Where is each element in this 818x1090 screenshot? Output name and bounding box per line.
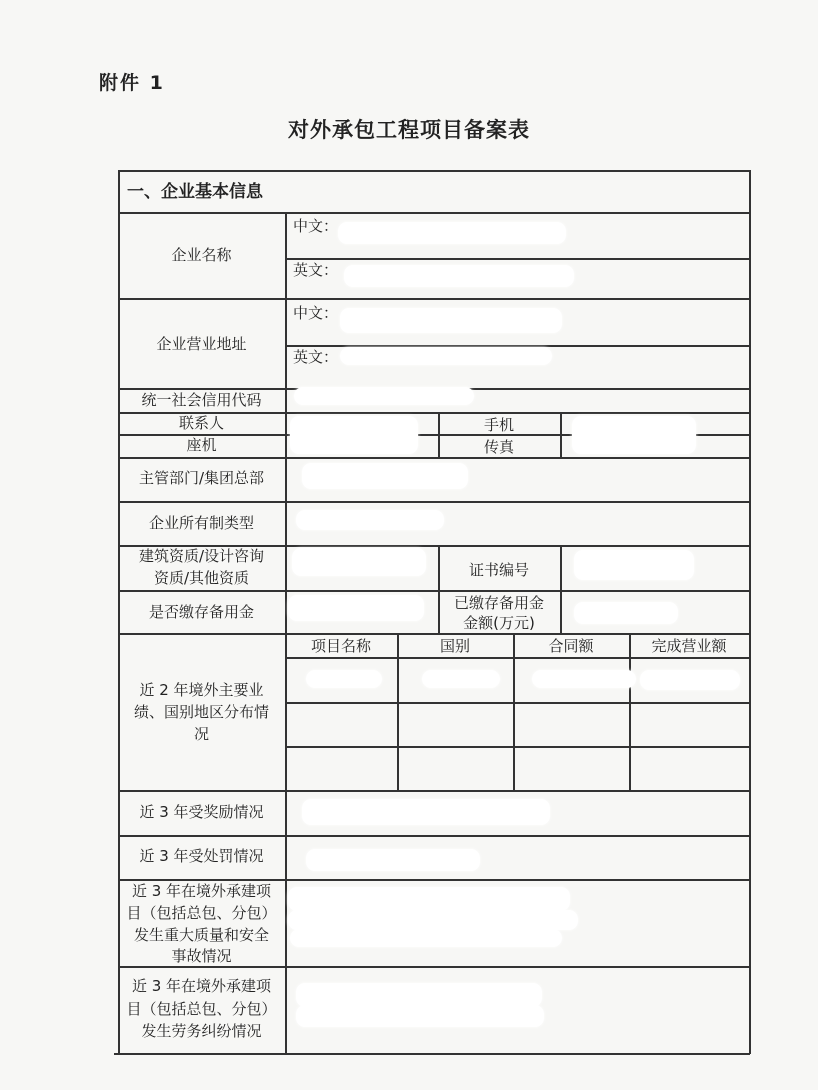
projects-col-name: 项目名称 (310, 637, 371, 655)
labor-label-line2: 目（包括总包、分包） (126, 1000, 277, 1018)
row-line (118, 501, 750, 503)
row-line (118, 633, 750, 635)
row-line (118, 835, 750, 837)
qualification-label-line2: 资质/其他资质 (153, 569, 250, 587)
performance-label-line2: 绩、国别地区分布情 (133, 703, 269, 721)
projects-col-country: 国别 (439, 637, 470, 655)
address-cn-label: 中文： (293, 304, 339, 322)
awards-label: 近 3 年受奖励情况 (139, 803, 264, 821)
ownership-field[interactable] (296, 510, 444, 530)
project-name-cell[interactable] (306, 670, 382, 688)
contact-landline-field[interactable] (290, 416, 418, 454)
reserve-paid-field[interactable] (288, 595, 424, 621)
address-en-field[interactable] (340, 347, 552, 365)
qualification-field[interactable] (292, 548, 426, 576)
address-en-label: 英文： (293, 348, 339, 366)
labor-field-line2[interactable] (296, 1005, 544, 1027)
company-name-cn-field[interactable] (338, 222, 566, 244)
mobile-fax-field[interactable] (572, 416, 696, 454)
company-name-en-label: 英文： (293, 261, 339, 279)
row-line (118, 590, 750, 592)
name-sub-line (285, 258, 750, 260)
certificate-no-label: 证书编号 (468, 561, 529, 579)
penalties-field[interactable] (306, 849, 480, 871)
penalties-label: 近 3 年受处罚情况 (139, 847, 264, 865)
page-title: 对外承包工程项目备案表 (288, 118, 530, 142)
accidents-label-line1: 近 3 年在境外承建项 (131, 882, 272, 900)
address-label: 企业营业地址 (156, 335, 247, 353)
projects-col-contract: 合同额 (548, 637, 594, 655)
accidents-label-line4: 事故情况 (171, 947, 232, 965)
projects-header-line (285, 657, 750, 659)
awards-field[interactable] (302, 799, 550, 825)
performance-label-line1: 近 2 年境外主要业 (139, 681, 264, 699)
table-border-top (118, 170, 750, 172)
projects-col-revenue: 完成营业额 (651, 637, 727, 655)
projects-row-line (285, 702, 750, 704)
credit-code-label: 统一社会信用代码 (141, 391, 262, 409)
contact-label: 联系人 (178, 414, 224, 432)
credit-code-field[interactable] (294, 387, 474, 405)
project-country-cell[interactable] (422, 670, 500, 688)
projects-col-divider (397, 633, 399, 790)
reserve-amount-label-line1: 已缴存备用金 (453, 594, 544, 612)
row-line (118, 298, 750, 300)
accidents-field-line1[interactable] (288, 887, 570, 911)
attachment-label: 附件 1 (99, 72, 165, 94)
table-border-bottom (114, 1053, 750, 1055)
labor-label-line1: 近 3 年在境外承建项 (131, 977, 272, 995)
qualification-label-line1: 建筑资质/设计咨询 (138, 547, 265, 565)
ownership-label: 企业所有制类型 (148, 514, 254, 532)
table-border-right (749, 170, 751, 1054)
company-name-cn-label: 中文： (293, 217, 339, 235)
accidents-label-line3: 发生重大质量和安全 (133, 926, 269, 944)
row-line (118, 212, 750, 214)
reserve-amount-label-line2: 金额(万元) (463, 614, 535, 632)
labor-label-line3: 发生劳务纠纷情况 (141, 1022, 262, 1040)
accidents-field-line2[interactable] (288, 910, 578, 930)
project-revenue-cell[interactable] (640, 670, 740, 690)
row-line (118, 457, 750, 459)
fax-label: 传真 (483, 438, 514, 456)
department-label: 主管部门/集团总部 (138, 469, 265, 487)
projects-row-line (285, 746, 750, 748)
mobile-label: 手机 (483, 416, 514, 434)
labor-field-line1[interactable] (296, 983, 542, 1007)
contact-divider (560, 412, 562, 457)
row-line (118, 966, 750, 968)
section-title: 一、企业基本信息 (127, 182, 263, 202)
projects-col-divider (629, 633, 631, 790)
cert-divider (560, 545, 562, 633)
project-contract-cell[interactable] (532, 670, 636, 688)
address-cn-field[interactable] (340, 308, 562, 333)
accidents-field-line3[interactable] (290, 929, 562, 947)
company-name-label: 企业名称 (171, 246, 232, 264)
row-line (118, 790, 750, 792)
landline-label: 座机 (186, 436, 217, 454)
reserve-paid-label: 是否缴存备用金 (148, 603, 254, 621)
certificate-no-field[interactable] (574, 550, 694, 580)
reserve-amount-field[interactable] (574, 602, 678, 624)
department-field[interactable] (302, 463, 468, 489)
accidents-label-line2: 目（包括总包、分包） (126, 904, 277, 922)
performance-label-line3: 况 (193, 725, 209, 743)
company-name-en-field[interactable] (344, 265, 574, 287)
projects-col-divider (513, 633, 515, 790)
